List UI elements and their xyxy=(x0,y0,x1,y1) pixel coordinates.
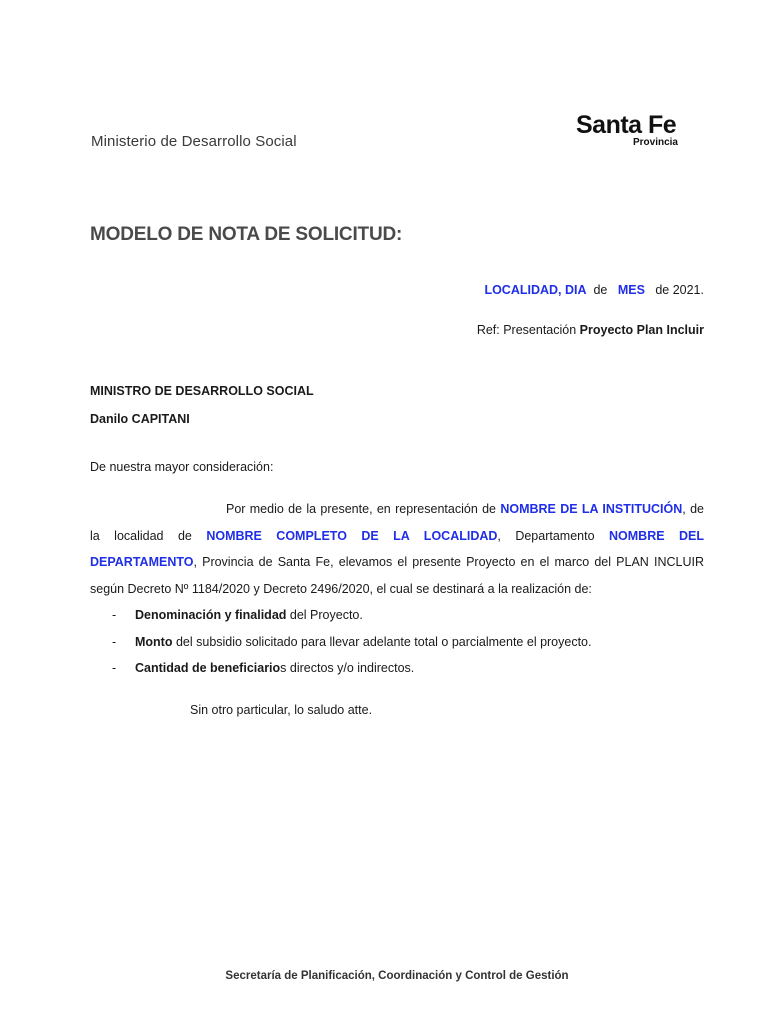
institution-placeholder: NOMBRE DE LA INSTITUCIÓN xyxy=(500,502,683,516)
body-text-3: , Departamento xyxy=(497,528,595,543)
ref-prefix: Ref: Presentación xyxy=(476,323,577,337)
bullet-list xyxy=(112,602,591,682)
body-text-4: , Provincia de Santa Fe, elevamos el presente Proyecto en el marco del PLAN INCLUIR según Decreto Nº 1184/2020 y Decreto 2496/2020, el cual se destinará a la realización de: xyxy=(90,555,704,596)
document-title: MODELO DE NOTA DE SOLICITUD: xyxy=(90,224,403,245)
bullet-bold: Denominación y finalidad xyxy=(135,608,287,622)
list-item xyxy=(112,629,591,656)
reference-line xyxy=(477,323,704,337)
bullet-rest: del subsidio solicitado para llevar adelante total o parcialmente el proyecto. xyxy=(172,634,592,649)
month-placeholder: MES xyxy=(617,283,645,297)
list-item xyxy=(112,655,591,682)
santa-fe-logo xyxy=(576,110,686,154)
logo-sub-text: Provincia xyxy=(632,137,678,148)
bullet-bold: Cantidad de beneficiario xyxy=(135,661,281,675)
ref-bold: Proyecto Plan Incluir xyxy=(579,323,704,337)
bullet-rest: del Proyecto. xyxy=(286,608,363,622)
body-paragraph xyxy=(90,496,704,602)
bullet-dash: - xyxy=(112,661,117,675)
year-text: de 2021. xyxy=(655,283,704,297)
bullet-dash: - xyxy=(112,634,117,649)
department-placeholder: NOMBRE DEL DEPARTAMENTO xyxy=(90,528,704,569)
list-item xyxy=(112,602,591,629)
bullet-dash: - xyxy=(112,608,117,622)
bullet-rest: s directos y/o indirectos. xyxy=(280,661,415,675)
greeting: De nuestra mayor consideración: xyxy=(90,460,274,474)
footer-text: Secretaría de Planificación, Coordinación y Control de Gestión xyxy=(225,970,569,982)
closing-line: Sin otro particular, lo saludo atte. xyxy=(190,703,373,717)
date-line xyxy=(484,283,704,297)
locality-full-placeholder: NOMBRE COMPLETO DE LA LOCALIDAD xyxy=(206,528,498,543)
recipient-title: MINISTRO DE DESARROLLO SOCIAL xyxy=(90,384,314,398)
body-text-1: Por medio de la presente, en representación de xyxy=(226,502,496,516)
logo-main-text: Santa Fe xyxy=(576,111,677,139)
body-text-2: , de la localidad de xyxy=(90,502,704,543)
ministry-name: Ministerio de Desarrollo Social xyxy=(91,133,297,150)
date-de: de xyxy=(593,283,608,297)
locality-placeholder: LOCALIDAD, DIA xyxy=(484,283,587,297)
recipient-name: Danilo CAPITANI xyxy=(90,412,190,426)
bullet-bold: Monto xyxy=(135,634,173,649)
